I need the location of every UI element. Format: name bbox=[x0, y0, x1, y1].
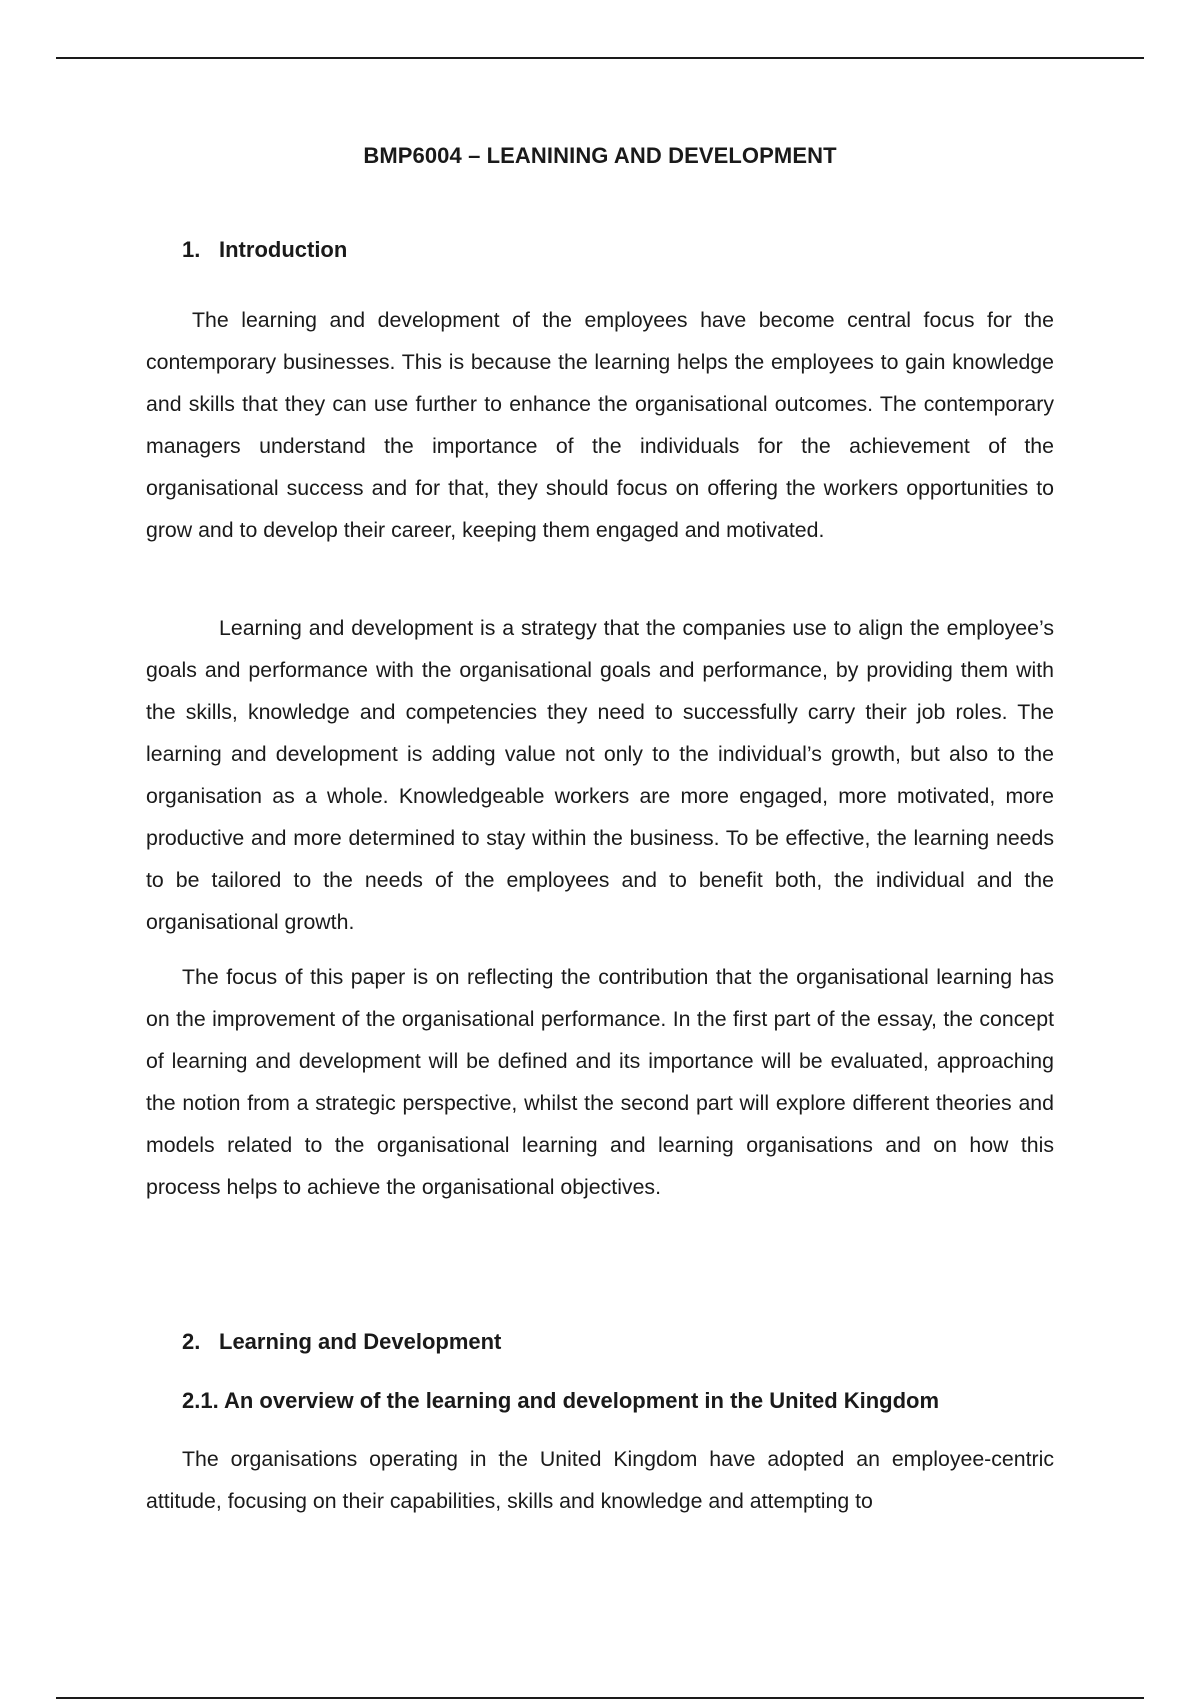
section-number: 2. bbox=[182, 1329, 201, 1354]
intro-paragraph-1: The learning and development of the employees have become central focus for the contemporary businesses. This is because the learning helps the employees to gain knowledge and skills that they can use further to enhance the organisational outcomes. The contemporary managers understand the importance of the individuals for the achievement of the organisational success and for that, they should focus on offering the workers opportunities to grow and to develop their career, keeping them engaged and motivated. bbox=[146, 308, 1054, 542]
section-title: Introduction bbox=[219, 237, 348, 262]
subsection-paragraph-1: The organisations operating in the United Kingdom have adopted an employee-centric attitude, focusing on their capabilities, skills and knowledge and attempting to bbox=[146, 1447, 1054, 1513]
section-number: 1. bbox=[182, 237, 201, 262]
section-title: Learning and Development bbox=[219, 1329, 502, 1354]
document-title: BMP6004 – LEANINING AND DEVELOPMENT bbox=[363, 143, 837, 168]
section-1-heading bbox=[182, 237, 347, 263]
subsection-2-1-heading: 2.1. An overview of the learning and development in the United Kingdom bbox=[182, 1388, 940, 1413]
intro-paragraph-3: The focus of this paper is on reflecting the contribution that the organisational learning has on the improvement of the organisational performance. In the first part of the essay, the concept of learning and development will be defined and its importance will be evaluated, approaching the notion from a strategic perspective, whilst the second part will explore different theories and models related to the organisational learning and learning organisations and on how this process helps to achieve the organisational objectives. bbox=[146, 965, 1054, 1199]
top-rule bbox=[56, 57, 1144, 59]
section-2-heading bbox=[182, 1329, 501, 1355]
bottom-rule bbox=[56, 1697, 1144, 1699]
intro-paragraph-2: Learning and development is a strategy that the companies use to align the employee’s goals and performance with the organisational goals and performance, by providing them with the skills, knowledge and competencies they need to successfully carry their job roles. The learning and development is adding value not only to the individual’s growth, but also to the organisation as a whole. Knowledgeable workers are more engaged, more motivated, more productive and more determined to stay within the business. To be effective, the learning needs to be tailored to the needs of the employees and to benefit both, the individual and the organisational growth. bbox=[146, 616, 1054, 934]
